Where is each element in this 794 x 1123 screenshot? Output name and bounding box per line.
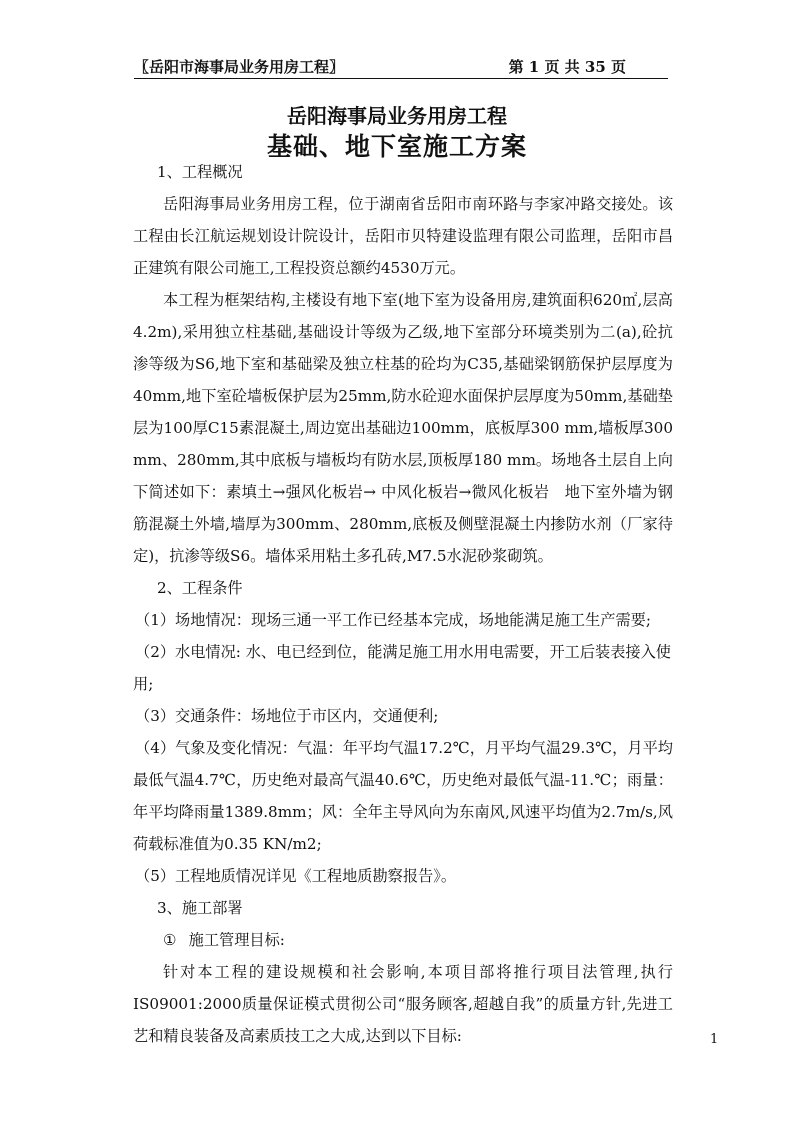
document-body: [133, 156, 673, 1052]
section-3-paragraph-1: 针对本工程的建设规模和社会影响,本项目部将推行项目法管理,执行IS09001:2000质量保证模式贯彻公司“服务顾客,超越自我”的质量方针,先进工艺和精良装备及高素质技工之大成,达到以下目标:: [133, 963, 673, 1045]
header-page-count: 第 1 页 共 35 页: [508, 58, 626, 76]
section-2-item-2: （2）水电情况: 水、电已经到位，能满足施工用水用电需要，开工后装表接入使用;: [133, 643, 671, 693]
section-3-subheading: [133, 924, 673, 956]
section-1-paragraph-2: 本工程为框架结构,主楼设有地下室(地下室为设备用房,建筑面积620㎡,层高4.2m),采用独立柱基础,基础设计等级为乙级,地下室部分环境类别为二(a),砼抗渗等级为S6,地下室和基础梁及独立柱基的砼均为C35,基础梁钢筋保护层厚度为40mm,地下室砼墙板保护层为25mm,防水砼迎水面保护层厚度为50mm,基础垫层为100厚C15素混凝土,周边宽出基础边100mm，底板厚300 mm,墙板厚300 mm、280mm,其中底板与墙板均有防水层,顶板厚180 mm。场地各土层自上向下简述如下：素填土→强风化板岩→ 中风化板岩→微风化板岩 地下室外墙为钢筋混凝土外墙,墙厚为300mm、280mm,底板及侧壁混凝土内掺防水剂（厂家待定)，抗渗等级S6。墙体采用粘土多孔砖,M7.5水泥砂浆砌筑。: [133, 291, 673, 565]
section-2-item-3: （3）交通条件：场地位于市区内，交通便利;: [135, 707, 439, 725]
section-2-item-4: （4）气象及变化情况：气温：年平均气温17.2℃，月平均气温29.3℃，月平均最低气温4.7℃，历史绝对最高气温40.6℃，历史绝对最低气温-11.℃；雨量：年平均降雨量1389.8mm；风：全年主导风向为东南风,风速平均值为2.7m/s,风荷载标准值为0.35 KN/m2;: [133, 739, 673, 853]
page-header: [134, 48, 668, 79]
section-1-heading: 1、工程概况: [157, 163, 243, 181]
section-2-heading: 2、工程条件: [157, 579, 243, 597]
section-3-sub-number: ①: [163, 931, 177, 949]
section-3-heading: 3、施工部署: [157, 899, 243, 917]
doc-title-main: 基础、地下室施工方案: [266, 132, 527, 161]
header-project-title: 〖岳阳市海事局业务用房工程〗: [134, 58, 345, 76]
section-2-item-5: （5）工程地质情况详见《工程地质勘察报告》。: [135, 867, 457, 885]
doc-title-project: 岳阳海事局业务用房工程: [287, 104, 507, 128]
section-3-sub-label: 施工管理目标:: [188, 931, 285, 949]
page-number: 1: [710, 1032, 719, 1047]
section-1-paragraph-1: 岳阳海事局业务用房工程，位于湖南省岳阳市南环路与李家冲路交接处。该工程由长江航运规划设计院设计，岳阳市贝特建设监理有限公司监理，岳阳市昌正建筑有限公司施工,工程投资总额约4530万元。: [133, 195, 673, 277]
section-2-item-1: （1）场地情况：现场三通一平工作已经基本完成，场地能满足施工生产需要;: [135, 611, 651, 629]
